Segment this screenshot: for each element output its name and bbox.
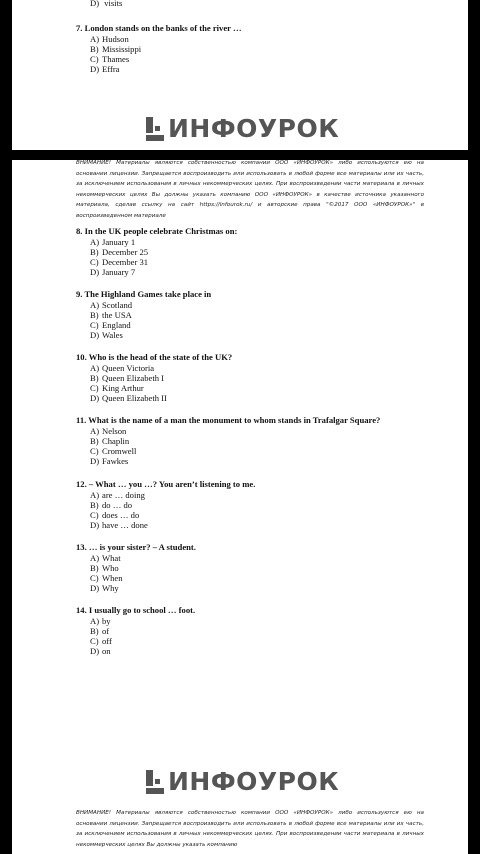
option-b: B) December 25 xyxy=(90,246,149,257)
option-d: D) have … done xyxy=(90,520,148,531)
option-c: C) December 31 xyxy=(90,257,149,268)
option-b: B) do … do xyxy=(90,499,133,510)
logo-text: ИНФОУРОК xyxy=(168,767,340,796)
question-title: 9. The Highland Games take place in xyxy=(76,289,212,299)
infourok-logo-icon xyxy=(146,117,164,141)
option-c: C) Cromwell xyxy=(90,446,137,457)
option-c: C) off xyxy=(90,636,112,647)
option-a: A) Queen Victoria xyxy=(90,362,155,373)
option-b: B) Mississippi xyxy=(90,43,142,54)
option-c: C) Thames xyxy=(90,54,130,65)
document-page-2 xyxy=(12,160,468,854)
option-c: C) King Arthur xyxy=(90,383,144,394)
option-d: D) Why xyxy=(90,583,119,594)
option-d: D) on xyxy=(90,646,111,657)
option-b: B) of xyxy=(90,625,110,636)
option-list xyxy=(76,426,466,467)
question-7 xyxy=(76,23,466,75)
option-a: A) Nelson xyxy=(90,425,127,436)
option-d: D) Queen Elizabeth II xyxy=(90,393,167,404)
logo-text: ИНФОУРОК xyxy=(168,114,340,143)
option-list xyxy=(76,616,466,657)
question-title: 12. – What … you …? You aren’t listening to me. xyxy=(76,479,256,489)
question-9 xyxy=(76,289,466,341)
question-13 xyxy=(76,542,466,594)
option-c: C) England xyxy=(90,320,131,331)
option-d: D) Effra xyxy=(90,64,120,75)
option: D) visits xyxy=(90,0,123,8)
copyright-notice: ВНИМАНИЕ! Материалы являются собственностью компании ООО «ИНФОУРОК» либо используются ею на основании лицензии. Запрещается воспроизводить или использовать в любой форме все материалы или их часть, за исключением использования в личных некоммерческих целях. При воспроизведении части материала в личных некоммерческих целях Вы должны указать компанию ООО «ИНФОУРОК» в качестве источника указанного материала, сделав ссылку на сайт https://infourok.ru/ и авторские права "©2017 ООО «ИНФОУРОК»" в воспроизведенном материале xyxy=(76,160,424,219)
option-d: D) Wales xyxy=(90,330,123,341)
question-title: 10. Who is the head of the state of the UK? xyxy=(76,352,233,362)
document-page-1 xyxy=(12,0,468,150)
infourok-logo-icon xyxy=(146,770,164,794)
option-b: B) Chaplin xyxy=(90,435,130,446)
option-list xyxy=(76,34,466,75)
option-list xyxy=(76,553,466,594)
option-a: A) Scotland xyxy=(90,299,133,310)
question-title: 11. What is the name of a man the monument to whom stands in Trafalgar Square? xyxy=(76,415,381,425)
option-b: B) Queen Elizabeth I xyxy=(90,372,165,383)
infourok-logo xyxy=(146,769,339,795)
option-list xyxy=(76,490,466,531)
option-a: A) by xyxy=(90,615,111,626)
option-a: A) Hudson xyxy=(90,33,129,44)
option-a: A) are … doing xyxy=(90,489,145,500)
question-12 xyxy=(76,479,466,531)
option-d: D) Fawkes xyxy=(90,456,129,467)
option-a: A) What xyxy=(90,552,121,563)
option-list xyxy=(76,237,466,278)
question-8 xyxy=(76,226,466,278)
option-d: D) January 7 xyxy=(90,267,136,278)
question-11 xyxy=(76,415,466,467)
option-a: A) January 1 xyxy=(90,236,136,247)
question-6-partial xyxy=(76,0,466,8)
question-10 xyxy=(76,352,466,404)
question-title: 8. In the UK people celebrate Christmas on: xyxy=(76,226,238,236)
option-list xyxy=(76,300,466,341)
option-b: B) Who xyxy=(90,562,119,573)
copyright-notice: ВНИМАНИЕ! Материалы являются собственностью компании ООО «ИНФОУРОК» либо используются ею на основании лицензии. Запрещается воспроизводить или использовать в любой форме все материалы или их часть, за исключением использования в личных некоммерческих целях. При воспроизведении части материала в личных некоммерческих целях Вы должны указать компанию xyxy=(76,810,424,848)
option-c: C) When xyxy=(90,573,123,584)
question-14 xyxy=(76,605,466,657)
infourok-logo xyxy=(146,116,339,142)
option-list xyxy=(76,363,466,404)
question-title: 14. I usually go to school … foot. xyxy=(76,605,196,615)
question-title: 7. London stands on the banks of the river … xyxy=(76,23,242,33)
option-b: B) the USA xyxy=(90,309,132,320)
option-c: C) does … do xyxy=(90,510,140,521)
question-title: 13. … is your sister? – A student. xyxy=(76,542,196,552)
